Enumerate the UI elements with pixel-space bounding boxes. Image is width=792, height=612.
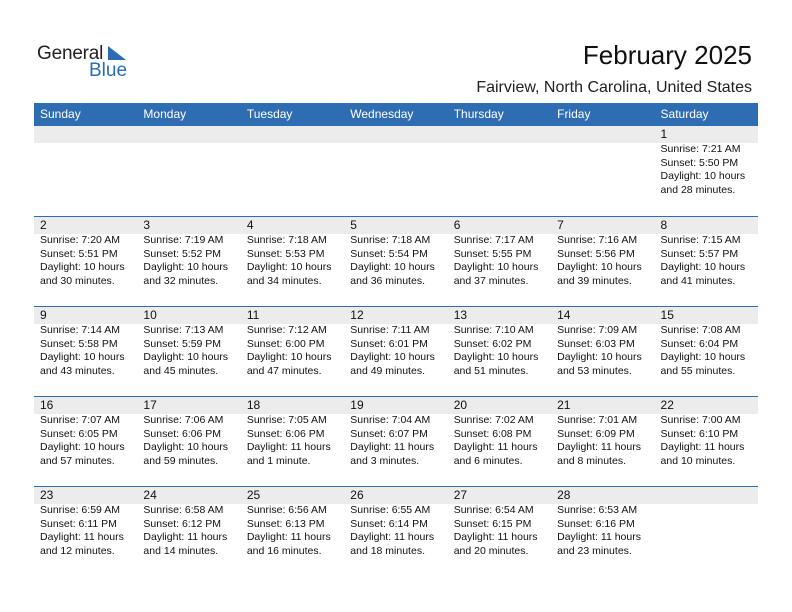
day-cell — [137, 487, 240, 576]
sunset-time: Sunset: 6:09 PM — [557, 427, 635, 440]
daylight-duration: Daylight: 10 hours — [40, 261, 125, 273]
daylight-duration: Daylight: 10 hours — [453, 351, 539, 363]
day-number: 16 — [40, 398, 54, 412]
daylight-duration: Daylight: 10 hours — [350, 261, 435, 273]
daylight-duration: Daylight: 11 hours — [40, 531, 124, 543]
day-number: 17 — [143, 398, 157, 412]
daylight-duration: and 55 minutes. — [660, 364, 736, 377]
sunset-time: Sunset: 5:59 PM — [143, 337, 222, 350]
day-cell — [655, 126, 758, 216]
daylight-duration: and 32 minutes. — [143, 274, 219, 287]
sunset-time: Sunset: 5:51 PM — [40, 247, 118, 260]
daylight-duration: Daylight: 10 hours — [350, 351, 435, 363]
sunset-time: Sunset: 5:56 PM — [557, 247, 635, 260]
daylight-duration: Daylight: 10 hours — [40, 351, 125, 363]
daylight-duration: Daylight: 11 hours — [246, 531, 331, 543]
daylight-duration: and 43 minutes. — [40, 364, 115, 377]
sunset-time: Sunset: 5:58 PM — [40, 337, 118, 350]
sunrise-time: Sunrise: 7:21 AM — [660, 143, 741, 155]
day-number: 15 — [660, 308, 674, 322]
day-cell — [241, 487, 344, 576]
daylight-duration: and 53 minutes. — [557, 364, 632, 377]
day-number: 9 — [40, 308, 47, 322]
sunrise-time: Sunrise: 7:18 AM — [246, 234, 327, 246]
weekday-monday: Monday — [143, 107, 187, 121]
day-number: 5 — [350, 218, 357, 232]
day-cell — [344, 217, 447, 306]
sunset-time: Sunset: 6:05 PM — [40, 427, 118, 440]
location-subtitle: Fairview, North Carolina, United States — [476, 79, 752, 96]
daylight-duration: Daylight: 11 hours — [350, 531, 435, 543]
daylight-duration: and 41 minutes. — [660, 274, 736, 287]
daylight-duration: and 18 minutes. — [350, 544, 425, 557]
day-number: 21 — [557, 398, 571, 412]
calendar-week — [34, 396, 758, 486]
day-number: 26 — [350, 488, 364, 502]
daylight-duration: and 34 minutes. — [246, 274, 322, 287]
daylight-duration: Daylight: 10 hours — [453, 261, 539, 273]
daylight-duration: Daylight: 10 hours — [143, 261, 229, 273]
day-cell — [34, 307, 137, 396]
logo-text-general: General — [37, 43, 104, 64]
day-number: 7 — [557, 218, 564, 232]
daylight-duration: Daylight: 10 hours — [246, 261, 332, 273]
calendar-week — [34, 306, 758, 396]
sunset-time: Sunset: 6:10 PM — [660, 427, 739, 440]
day-cell — [655, 217, 758, 306]
sunrise-time: Sunrise: 6:59 AM — [40, 504, 120, 516]
empty-day-cell — [34, 126, 137, 216]
weekday-friday: Friday — [557, 107, 591, 121]
day-number: 8 — [660, 218, 668, 232]
sunset-time: Sunset: 5:52 PM — [143, 247, 222, 260]
weekday-header — [34, 103, 758, 126]
sunrise-time: Sunrise: 7:05 AM — [246, 414, 327, 426]
day-cell — [137, 217, 240, 306]
sunrise-time: Sunrise: 7:19 AM — [143, 234, 224, 246]
daylight-duration: Daylight: 10 hours — [557, 351, 642, 363]
sunset-time: Sunset: 6:12 PM — [143, 517, 222, 530]
day-cell — [344, 307, 447, 396]
sunrise-time: Sunrise: 6:58 AM — [143, 504, 224, 516]
daylight-duration: and 47 minutes. — [246, 364, 322, 377]
sunset-time: Sunset: 5:50 PM — [660, 156, 739, 169]
day-number: 22 — [660, 398, 674, 412]
day-cell — [551, 217, 654, 306]
sunrise-time: Sunrise: 6:56 AM — [246, 504, 327, 516]
sunset-time: Sunset: 6:11 PM — [40, 517, 117, 530]
weekday-tuesday: Tuesday — [246, 107, 293, 121]
daylight-duration: and 6 minutes. — [453, 454, 523, 467]
empty-day-cell — [551, 126, 654, 216]
weekday-wednesday: Wednesday — [350, 107, 414, 121]
day-cell — [448, 487, 551, 576]
day-number: 18 — [246, 398, 261, 412]
sunset-time: Sunset: 6:06 PM — [143, 427, 222, 440]
daylight-duration: and 45 minutes. — [143, 364, 219, 377]
daylight-duration: and 37 minutes. — [453, 274, 529, 287]
sunrise-time: Sunrise: 6:55 AM — [350, 504, 431, 516]
sunset-time: Sunset: 5:57 PM — [660, 247, 739, 260]
sunset-time: Sunset: 6:16 PM — [557, 517, 635, 530]
daylight-duration: Daylight: 11 hours — [660, 441, 745, 453]
empty-day-cell — [655, 487, 758, 576]
daylight-duration: and 51 minutes. — [453, 364, 529, 377]
day-cell — [241, 217, 344, 306]
day-cell — [551, 397, 654, 486]
sunrise-time: Sunrise: 7:15 AM — [660, 234, 741, 246]
daylight-duration: and 39 minutes. — [557, 274, 632, 287]
daylight-duration: Daylight: 11 hours — [453, 531, 538, 543]
day-cell — [551, 307, 654, 396]
sunrise-time: Sunrise: 7:17 AM — [453, 234, 534, 246]
sunset-time: Sunset: 6:08 PM — [453, 427, 532, 440]
calendar-week — [34, 216, 758, 306]
daylight-duration: Daylight: 11 hours — [350, 441, 435, 453]
sunrise-time: Sunrise: 7:00 AM — [660, 414, 741, 426]
day-number: 27 — [453, 488, 468, 502]
daylight-duration: Daylight: 11 hours — [557, 531, 641, 543]
sunrise-time: Sunrise: 7:08 AM — [660, 324, 741, 336]
daylight-duration: Daylight: 10 hours — [246, 351, 332, 363]
day-number: 3 — [143, 218, 151, 232]
day-number: 28 — [557, 488, 571, 502]
day-cell — [655, 307, 758, 396]
day-number: 1 — [660, 127, 668, 141]
daylight-duration: Daylight: 11 hours — [143, 531, 228, 543]
daylight-duration: and 23 minutes. — [557, 544, 632, 557]
daylight-duration: and 14 minutes. — [143, 544, 219, 557]
daylight-duration: Daylight: 10 hours — [143, 351, 229, 363]
empty-day-cell — [241, 126, 344, 216]
daylight-duration: Daylight: 10 hours — [40, 441, 125, 453]
daylight-duration: and 12 minutes. — [40, 544, 115, 557]
daylight-duration: and 8 minutes. — [557, 454, 626, 467]
generalblue-logo — [37, 43, 147, 83]
day-number: 14 — [557, 308, 571, 322]
day-cell — [344, 487, 447, 576]
sunset-time: Sunset: 6:02 PM — [453, 337, 532, 350]
daylight-duration: and 57 minutes. — [40, 454, 115, 467]
daylight-duration: Daylight: 10 hours — [143, 441, 229, 453]
day-number: 23 — [40, 488, 54, 502]
sunrise-time: Sunrise: 7:13 AM — [143, 324, 224, 336]
sunset-time: Sunset: 6:03 PM — [557, 337, 635, 350]
sunset-time: Sunset: 6:01 PM — [350, 337, 428, 350]
sunrise-time: Sunrise: 7:20 AM — [40, 234, 120, 246]
sunrise-time: Sunrise: 7:09 AM — [557, 324, 638, 336]
weekday-saturday: Saturday — [660, 107, 709, 121]
daylight-duration: and 28 minutes. — [660, 183, 736, 196]
daylight-duration: and 3 minutes. — [350, 454, 420, 467]
daylight-duration: and 16 minutes. — [246, 544, 322, 557]
empty-day-cell — [448, 126, 551, 216]
sunrise-time: Sunrise: 7:02 AM — [453, 414, 534, 426]
sunset-time: Sunset: 5:53 PM — [246, 247, 325, 260]
day-number: 24 — [143, 488, 157, 502]
weekday-sunday: Sunday — [40, 107, 81, 121]
weekday-thursday: Thursday — [453, 107, 504, 121]
sunset-time: Sunset: 5:54 PM — [350, 247, 428, 260]
day-cell — [241, 397, 344, 486]
sunrise-time: Sunrise: 7:16 AM — [557, 234, 638, 246]
sunrise-time: Sunrise: 7:01 AM — [557, 414, 638, 426]
day-number: 20 — [453, 398, 468, 412]
day-cell — [34, 487, 137, 576]
sunset-time: Sunset: 6:15 PM — [453, 517, 532, 530]
sunrise-time: Sunrise: 7:14 AM — [40, 324, 120, 336]
day-cell — [448, 307, 551, 396]
daylight-duration: and 59 minutes. — [143, 454, 219, 467]
day-cell — [241, 307, 344, 396]
day-number: 6 — [453, 218, 461, 232]
daylight-duration: Daylight: 11 hours — [557, 441, 641, 453]
sunrise-time: Sunrise: 7:07 AM — [40, 414, 120, 426]
daylight-duration: and 10 minutes. — [660, 454, 736, 467]
sunset-time: Sunset: 6:06 PM — [246, 427, 325, 440]
daylight-duration: and 36 minutes. — [350, 274, 425, 287]
empty-day-cell — [137, 126, 240, 216]
daylight-duration: Daylight: 11 hours — [453, 441, 538, 453]
day-number: 11 — [246, 308, 260, 322]
day-cell — [137, 307, 240, 396]
day-number: 12 — [350, 308, 364, 322]
day-number: 4 — [246, 218, 254, 232]
day-number: 19 — [350, 398, 364, 412]
sunset-time: Sunset: 6:00 PM — [246, 337, 325, 350]
day-number: 25 — [246, 488, 261, 502]
day-cell — [551, 487, 654, 576]
day-cell — [448, 397, 551, 486]
daylight-duration: Daylight: 11 hours — [246, 441, 331, 453]
sunrise-time: Sunrise: 7:11 AM — [350, 324, 430, 336]
sunrise-time: Sunrise: 6:54 AM — [453, 504, 534, 516]
daylight-duration: Daylight: 10 hours — [660, 170, 746, 182]
empty-day-cell — [344, 126, 447, 216]
sunset-time: Sunset: 6:07 PM — [350, 427, 428, 440]
day-cell — [448, 217, 551, 306]
sunset-time: Sunset: 6:14 PM — [350, 517, 428, 530]
daylight-duration: and 1 minute. — [246, 454, 311, 467]
sunrise-time: Sunrise: 7:04 AM — [350, 414, 431, 426]
day-cell — [344, 397, 447, 486]
daylight-duration: Daylight: 10 hours — [660, 261, 746, 273]
sunset-time: Sunset: 5:55 PM — [453, 247, 532, 260]
calendar-week — [34, 126, 758, 216]
day-cell — [137, 397, 240, 486]
sunrise-time: Sunrise: 6:53 AM — [557, 504, 638, 516]
day-number: 13 — [453, 308, 468, 322]
logo-text-blue: Blue — [89, 60, 128, 81]
page-title: February 2025 — [582, 40, 752, 70]
day-cell — [34, 397, 137, 486]
sunset-time: Sunset: 6:04 PM — [660, 337, 739, 350]
day-cell — [34, 217, 137, 306]
calendar-grid — [34, 126, 758, 576]
day-number: 2 — [40, 218, 47, 232]
sunrise-time: Sunrise: 7:18 AM — [350, 234, 431, 246]
daylight-duration: and 49 minutes. — [350, 364, 425, 377]
sunset-time: Sunset: 6:13 PM — [246, 517, 325, 530]
day-cell — [655, 397, 758, 486]
calendar-week — [34, 486, 758, 576]
sunrise-time: Sunrise: 7:12 AM — [246, 324, 327, 336]
daylight-duration: and 20 minutes. — [453, 544, 529, 557]
daylight-duration: and 30 minutes. — [40, 274, 115, 287]
daylight-duration: Daylight: 10 hours — [660, 351, 746, 363]
sunrise-time: Sunrise: 7:10 AM — [453, 324, 534, 336]
sunrise-time: Sunrise: 7:06 AM — [143, 414, 224, 426]
day-number: 10 — [143, 308, 157, 322]
daylight-duration: Daylight: 10 hours — [557, 261, 642, 273]
